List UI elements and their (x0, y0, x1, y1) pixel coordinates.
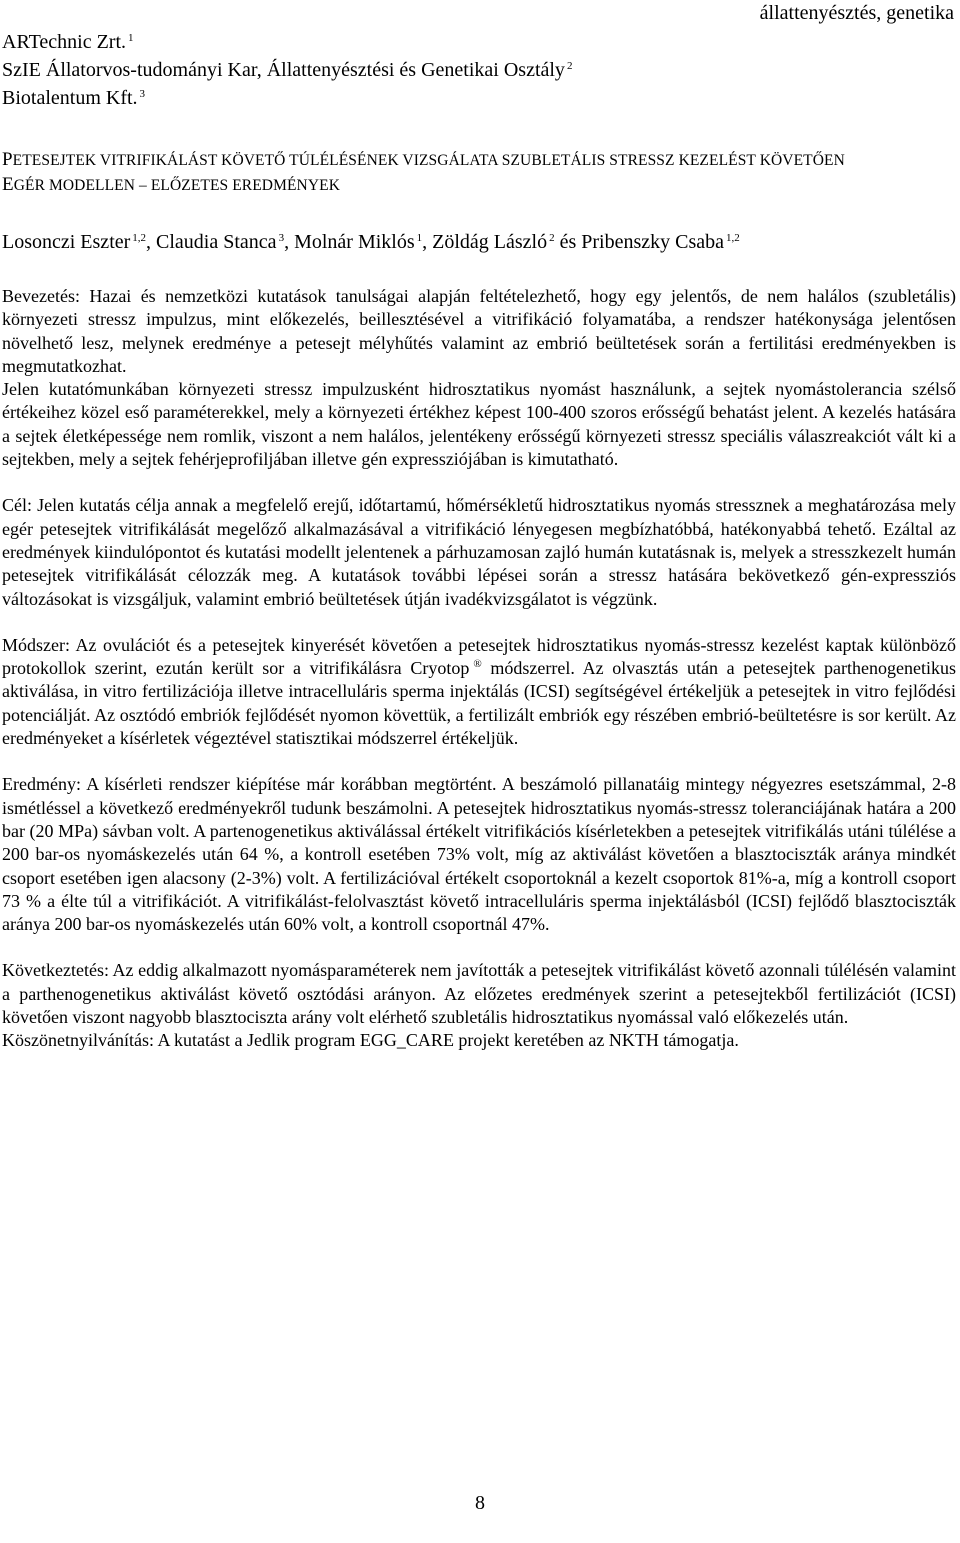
abstract-body (2, 285, 956, 1053)
affiliation-1: ARTechnic Zrt. $^1$ (2, 31, 134, 53)
conclusion-paragraph: Következtetés: Az eddig alkalmazott nyomásparaméterek nem javították a petesejtek vitrifikálást követő azonnali túlélésén valamint a parthenogenetikus aktiválást követő osztódási arányon. Az előzetes eredmények szerint a petesejtekből fertilizációt (ICSI) követően viszont nagyobb blasztociszta arány volt elérhető szubletális hidrosztatikus nyomással való előkezelés után. (2, 960, 956, 1028)
author: Claudia Stanca (156, 231, 277, 253)
aim-paragraph: Cél: Jelen kutatás célja annak a megfelelő erejű, időtartamú, hőmérsékletű hidrosztatikus nyomás stressznek a meghatározása mely egér petesejtek vitrifikálását megelőző alkalmazásával a vitrifikáció lényegesen megbízhatóbbá, hatékonyabbá tehető. Ezáltal az eredmények kiindulópontot és kutatási modellt jelentenek a párhuzamosan zajló humán kutatásnak is, melyek a stresszkezelt humán petesejtek vitrifikálását célozzák meg. A kutatások további lépései során a stressz hatására bekövetkező gén-expressziós változásokat is vizsgáljuk, valamint embrió beültetések útján ivadékvizsgálatot is végzünk. (2, 495, 956, 609)
affiliation-mark: 3 (139, 88, 146, 100)
page-number: 8 (475, 1492, 485, 1514)
author: Pribenszky Csaba (581, 231, 725, 253)
intro-paragraph-2: Jelen kutatómunkában környezeti stressz impulzusként hidrosztatikus nyomást használunk, a sejtek nyomástolerancia szélső értékeihez közel eső paraméterekkel, mely a környezeti értékhez képest 100-400 szoros erősségű behatást jelent. A kezelés hatására a sejtek életképessége nem romlik, viszont a nem halálos, jelentékeny erősségű környezeti stressz speciális válaszreakciót vált ki a sejtekben, mely a sejtek fehérjeprofiljában illetve gén expressziójában is kimutatható. (2, 379, 956, 470)
affiliation-3: Biotalentum Kft. $^3$ (2, 87, 146, 109)
affiliation-mark: 2 (566, 60, 573, 72)
registered-mark: ® (473, 658, 482, 671)
affiliation-2: SzIE Állatorvos-tudományi Kar, Állattenyésztési és Genetikai Osztály $^2$ (2, 59, 573, 81)
results-paragraph: Eredmény: A kísérleti rendszer kiépítése már korábban megtörtént. A beszámoló pillanatáig mintegy négyezres esetszámmal, 2-8 ismétléssel a következő eredményekről tudunk beszámolni. A petesejtek hidrosztatikus nyomás-stressz toleranciájának határa a 200 bar (20 MPa) sávban volt. A partenogenetikus aktiválással értékelt vitrifikációs kísérletekben a petesejtek vitrifikálás utáni túlélése a 200 bar-os nyomáskezelés után 64 %, a kontroll esetében 73% volt, míg az aktiválást követően a blasztociszták aránya mindkét csoport esetében igen alacsony (2-3%) volt. A fertilizációval értékelt csoportoknál a kezelt csoportok 81%-a, míg a kontroll csoport 73 % a élte túl a vitrifikációt. A vitrifikálást-felolvasztást követő intracelluláris sperma injektálásból (ICSI) fejlődő blasztociszták aránya 200 bar-os nyomáskezelés után 60% volt, a kontroll csoportnál 47%. (2, 774, 956, 935)
author-list: Losonczi Eszter $^{1,2}$, Claudia Stanca $^3$, Molnár Miklós $^1$, Zöldág László $^2$ és Pribenszky Csaba $^{1,2}$ (2, 231, 740, 253)
paper-title: PETESEJTEK VITRIFIKÁLÁST KÖVETŐ TÚLÉLÉSÉNEK VIZSGÁLATA SZUBLETÁLIS STRESSZ KEZELÉST KÖVETŐEN EGÉR MODELLEN – ELŐZETES EREDMÉNYEK (2, 149, 845, 195)
author: Molnár Miklós (294, 231, 415, 253)
affiliations (2, 28, 572, 112)
author: Zöldág László (432, 231, 548, 253)
keywords: állattenyésztés, genetika (759, 2, 954, 24)
affiliation-mark: 1 (128, 32, 134, 44)
acknowledgement-paragraph: Köszönetnyilvánítás: A kutatást a Jedlik program EGG_CARE projekt keretében az NKTH támogatja. (2, 1030, 739, 1051)
method-paragraph: Módszer: Az ovulációt és a petesejtek kinyerését követően a petesejtek hidrosztatikus nyomás-stressz kezelést kaptak különböző protokollok szerint, ezután került sor a vitrifikálásra Cryotop ® módszerrel. Az olvasztás után a petesejtek parthenogenetikus aktiválása, in vitro fertilizációja illetve intracelluláris sperma injektálás (ICSI) segítségével értékeljük a petesejtek in vitro fejlődési potenciálját. Az osztódó embriók fejlődését nyomon követtük, a fertilizált embriók egy részében embrió-beültetésre is sor került. Az eredményeket a kísérletek végeztével statisztikai módszerrel értékeljük. (2, 634, 956, 749)
author: Losonczi Eszter (2, 231, 131, 253)
intro-paragraph: Bevezetés: Hazai és nemzetközi kutatások tanulságai alapján feltételezhető, hogy egy jelentős, de nem halálos (szubletális) környezeti stressz impulzus, mint előkezelés, beillesztésével a vitrifikáció folyamatába, a rendszer hatékonysága jelentősen növelhető lesz, melynek eredménye a petesejt mélyhűtés valamint az embrió beültetések során a fertilitási eredményekben is megmutatkozhat. (2, 286, 956, 376)
